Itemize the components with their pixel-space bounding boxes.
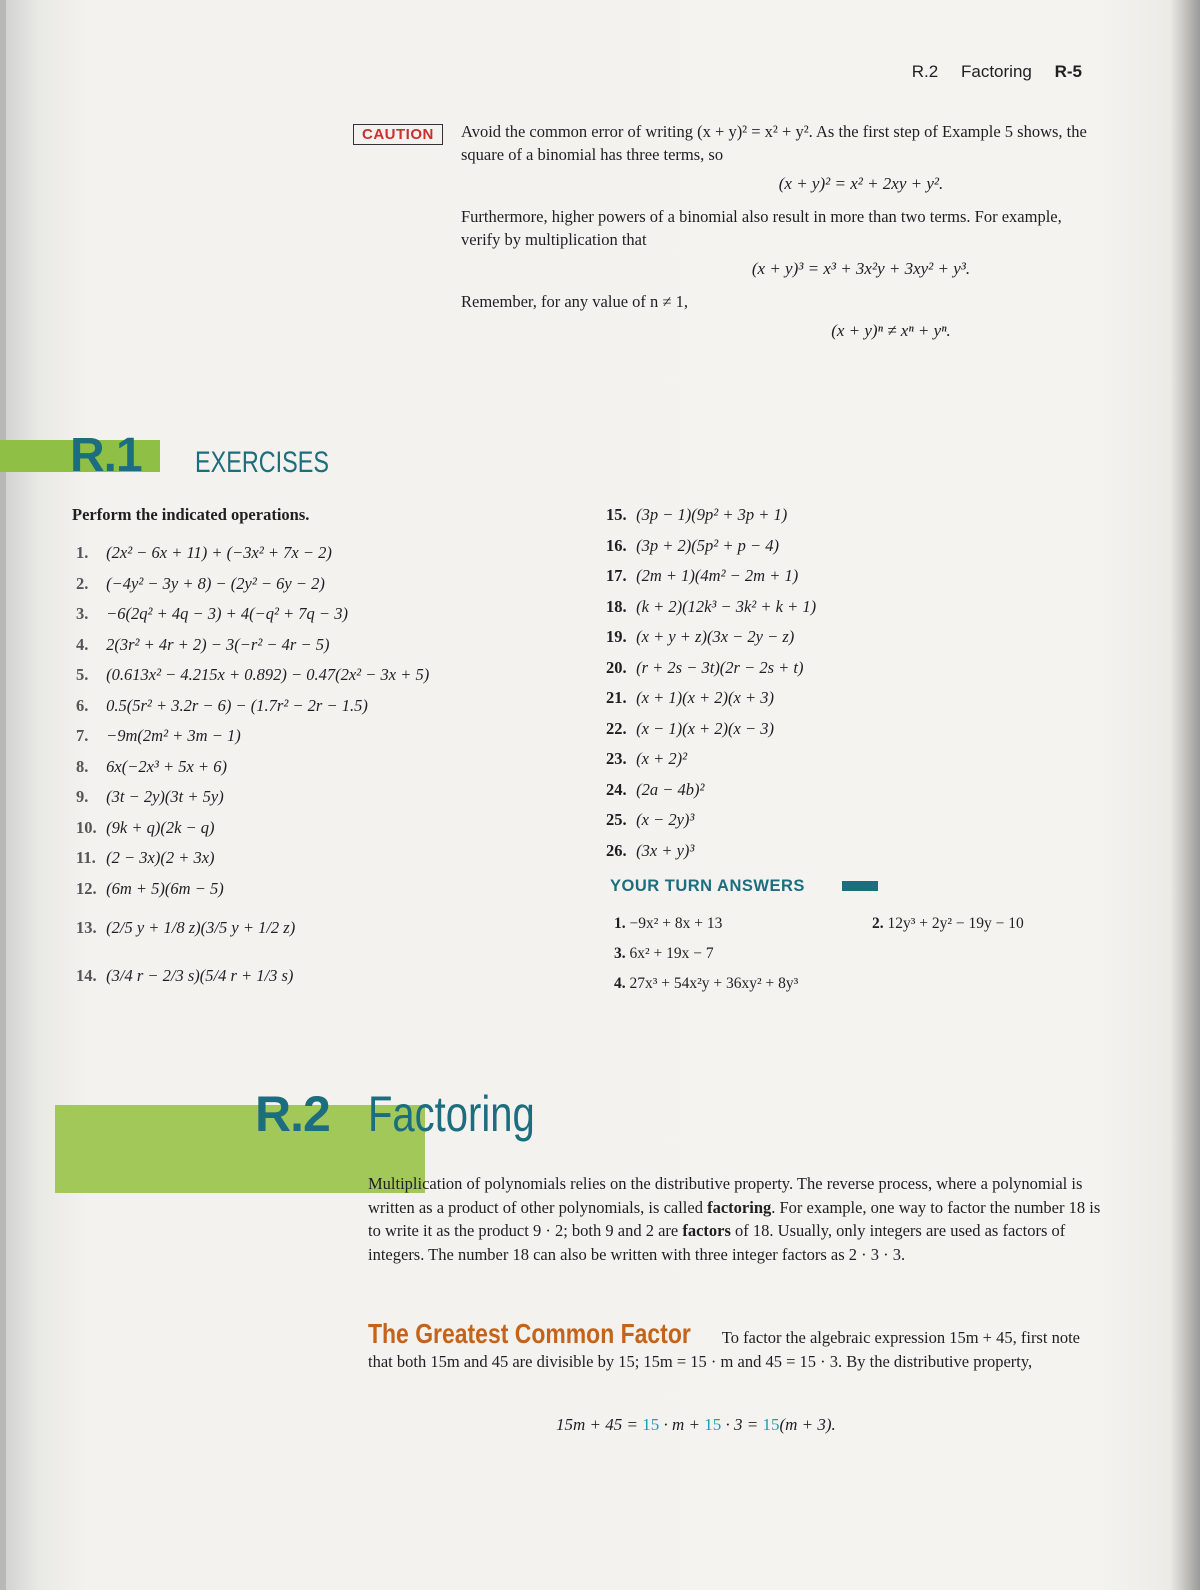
section-intro-paragraph	[368, 1172, 1108, 1266]
exercise-item	[76, 569, 429, 600]
exercise-item	[76, 599, 429, 630]
exercise-number: 5.	[76, 665, 89, 684]
exercises-title: EXERCISES	[195, 446, 329, 479]
your-turn-accent-bar	[842, 881, 878, 891]
key-term: factors	[682, 1221, 731, 1240]
gcf-paragraph	[368, 1318, 1108, 1373]
exercise-number: 6.	[76, 695, 89, 715]
exercise-number: 8.	[76, 756, 89, 776]
exercise-number: 19.	[606, 627, 627, 646]
exercise-expression: (2/5 y + 1/8 z)(3/5 y + 1/2 z)	[106, 918, 296, 937]
exercise-number: 20.	[606, 657, 627, 677]
exercise-expression: (−4y² − 3y + 8) − (2y² − 6y − 2)	[106, 573, 325, 593]
exercise-item	[606, 744, 816, 775]
exercise-number: 23.	[606, 749, 627, 768]
caution-equation-2: (x + y)³ = x³ + 3x²y + 3xy² + y³.	[751, 259, 971, 278]
text-run: Multiplication of polynomials relies on the distributive property. The reverse process, where a polynomial is written as a product of other polynomials, is called	[368, 1174, 1083, 1217]
caution-note	[461, 120, 1101, 352]
exercise-expression: (0.613x² − 4.215x + 0.892) − 0.47(2x² − 3x + 5)	[106, 665, 430, 684]
section-number: R.2	[255, 1086, 330, 1142]
exercise-expression: 0.5(5r² + 3.2r − 6) − (1.7r² − 2r − 1.5)	[106, 695, 368, 715]
exercise-item	[76, 874, 429, 905]
exercise-number: 25.	[606, 810, 627, 829]
exercises-instruction: Perform the indicated operations.	[72, 505, 310, 524]
page-gutter-shadow	[0, 0, 6, 1590]
exercise-item	[76, 630, 429, 661]
exercise-expression: −6(2q² + 4q − 3) + 4(−q² + 7q − 3)	[106, 604, 348, 623]
exercise-expression: (2x² − 6x + 11) + (−3x² + 7x − 2)	[106, 543, 332, 562]
your-turn-answer	[614, 975, 798, 993]
exercise-number: 2.	[76, 573, 89, 593]
answer-expression: 6x² + 19x − 7	[629, 945, 714, 962]
exercise-list-left	[76, 538, 429, 1000]
exercise-expression: (x + 1)(x + 2)(x + 3)	[636, 688, 774, 707]
exercise-item	[606, 683, 816, 714]
exercise-number: 26.	[606, 840, 627, 860]
page-number: R-5	[1054, 62, 1082, 81]
exercise-item	[606, 592, 816, 623]
exercise-expression: (x + y + z)(3x − 2y − z)	[636, 627, 795, 646]
exercise-number: 22.	[606, 718, 627, 738]
exercise-item	[606, 714, 816, 745]
gcf-text: To factor the algebraic expression 15m + 45, first note that both 15m and 45 are divisible by 15; 15m = 15 · m and 45 = 15 · 3. By the distributive property,	[368, 1328, 1080, 1371]
exercises-section-number: R.1	[70, 429, 142, 482]
exercise-item	[606, 561, 816, 592]
exercise-item	[76, 660, 429, 691]
caution-equation-1: (x + y)² = x² + 2xy + y².	[778, 174, 944, 193]
eq-highlight: 15	[642, 1415, 660, 1434]
exercise-item	[76, 813, 429, 844]
exercise-expression: (3p + 2)(5p² + p − 4)	[636, 535, 779, 555]
exercise-number: 11.	[76, 848, 96, 867]
exercise-number: 3.	[76, 604, 89, 623]
header-section: R.2	[911, 62, 939, 81]
eq-part: 15m + 45 =	[556, 1415, 643, 1434]
exercise-expression: (k + 2)(12k³ − 3k² + k + 1)	[636, 596, 817, 616]
factoring-equation	[556, 1415, 836, 1435]
exercise-expression: (r + 2s − 3t)(2r − 2s + t)	[636, 657, 804, 677]
exercise-expression: (3/4 r − 2/3 s)(5/4 r + 1/3 s)	[106, 966, 294, 985]
exercise-number: 17.	[606, 566, 627, 585]
answer-number: 1.	[614, 915, 626, 932]
exercise-number: 18.	[606, 596, 627, 616]
answer-number: 4.	[614, 975, 626, 992]
eq-highlight: 15	[762, 1415, 780, 1434]
exercise-item	[76, 721, 429, 752]
exercise-number: 10.	[76, 817, 97, 837]
caution-equation-3: (x + y)ⁿ ≠ xⁿ + yⁿ.	[831, 321, 951, 340]
exercise-number: 15.	[606, 505, 627, 524]
exercise-expression: (x + 2)²	[636, 749, 688, 768]
answer-expression: 12y³ + 2y² − 19y − 10	[887, 915, 1024, 932]
exercise-expression: (2 − 3x)(2 + 3x)	[106, 848, 215, 867]
your-turn-answer	[614, 945, 714, 963]
section-title: Factoring	[368, 1086, 535, 1142]
exercise-item	[76, 752, 429, 783]
exercise-list-right	[606, 500, 816, 866]
exercise-expression: (2a − 4b)²	[636, 779, 705, 799]
exercise-item	[606, 622, 816, 653]
exercise-item	[76, 904, 429, 952]
eq-part: · m +	[659, 1415, 705, 1434]
answer-number: 3.	[614, 945, 626, 962]
exercise-number: 24.	[606, 779, 627, 799]
answer-number: 2.	[872, 915, 884, 932]
exercise-number: 1.	[76, 543, 89, 562]
exercise-item	[606, 531, 816, 562]
exercise-expression: (6m + 5)(6m − 5)	[106, 878, 224, 898]
exercise-item	[606, 775, 816, 806]
answer-expression: 27x³ + 54x²y + 36xy² + 8y³	[629, 975, 799, 992]
exercise-expression: (3t − 2y)(3t + 5y)	[106, 787, 224, 806]
exercise-number: 13.	[76, 918, 97, 937]
exercise-expression: (x − 1)(x + 2)(x − 3)	[636, 718, 774, 738]
exercise-expression: (x − 2y)³	[636, 810, 695, 829]
caution-para-2: Furthermore, higher powers of a binomial also result in more than two terms. For example, verify by multiplication that	[461, 207, 1062, 249]
key-term: factoring	[707, 1197, 772, 1217]
exercise-number: 12.	[76, 878, 97, 898]
your-turn-answer	[614, 915, 722, 933]
gcf-heading: The Greatest Common Factor	[368, 1318, 691, 1349]
caution-para-3: Remember, for any value of n ≠ 1,	[461, 292, 688, 311]
header-title: Factoring	[960, 62, 1032, 81]
eq-highlight: 15	[704, 1415, 722, 1434]
exercise-number: 16.	[606, 535, 627, 555]
exercise-expression: (3x + y)³	[636, 840, 695, 860]
exercise-expression: (9k + q)(2k − q)	[106, 817, 215, 837]
exercise-expression: 6x(−2x³ + 5x + 6)	[106, 756, 227, 776]
exercise-expression: (2m + 1)(4m² − 2m + 1)	[636, 566, 799, 585]
exercise-expression: −9m(2m² + 3m − 1)	[106, 726, 241, 745]
eq-part: (m + 3).	[779, 1415, 836, 1434]
answer-expression: −9x² + 8x + 13	[629, 915, 723, 932]
your-turn-title: YOUR TURN ANSWERS	[610, 877, 805, 895]
exercise-item	[76, 782, 429, 813]
exercise-expression: (3p − 1)(9p² + 3p + 1)	[636, 505, 788, 524]
caution-label: CAUTION	[353, 124, 443, 145]
exercise-item	[76, 952, 429, 1000]
exercise-item	[606, 653, 816, 684]
exercise-item	[76, 843, 429, 874]
exercise-item	[76, 538, 429, 569]
exercise-number: 7.	[76, 726, 89, 745]
your-turn-answer	[872, 915, 1024, 933]
caution-para-1: Avoid the common error of writing (x + y)² = x² + y². As the first step of Example 5 shows, the square of a binomial has three terms, so	[461, 122, 1087, 164]
text-run: . For example, one way to factor the number 18 is to write it as the product 9 · 2; both 9 and 2 are	[368, 1197, 1101, 1240]
exercise-number: 4.	[76, 634, 89, 654]
exercise-number: 14.	[76, 966, 97, 985]
exercise-item	[606, 805, 816, 836]
exercise-number: 9.	[76, 787, 89, 806]
exercise-item	[606, 836, 816, 867]
text-run: of 18. Usually, only integers are used as factors of integers. The number 18 can also be written with three integer factors as 2 · 3 · 3.	[368, 1221, 1066, 1264]
exercise-expression: 2(3r² + 4r + 2) − 3(−r² − 4r − 5)	[106, 634, 330, 654]
exercise-item	[606, 500, 816, 531]
running-header	[912, 62, 1082, 82]
eq-part: · 3 =	[721, 1415, 763, 1434]
exercise-item	[76, 691, 429, 722]
exercise-number: 21.	[606, 688, 627, 707]
